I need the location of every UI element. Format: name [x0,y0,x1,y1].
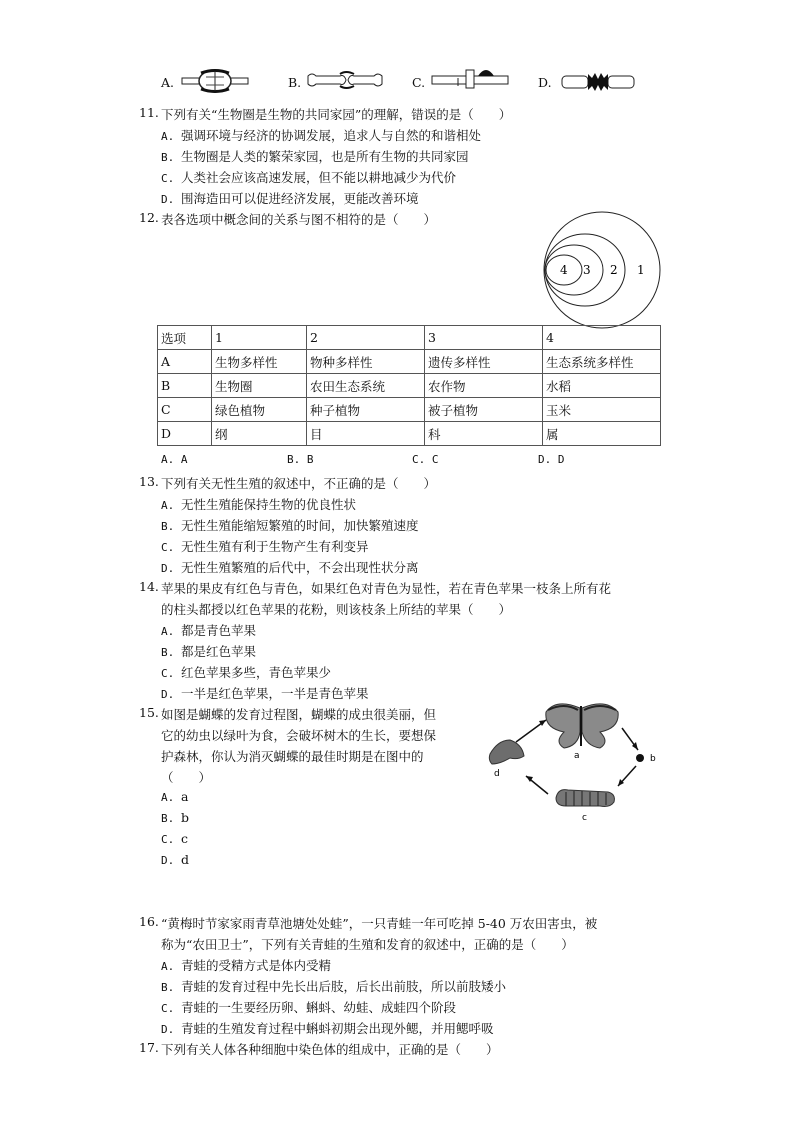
q11-option-c[interactable]: C. 人类社会应该高速发展，但不能以耕地减少为代价 [161,170,457,185]
table-cell: 生物多样性 [212,350,307,374]
q13-option-c[interactable]: C. 无性生殖有利于生物产生有利变异 [161,539,369,554]
table-cell: 玉米 [543,398,661,422]
table-row [158,422,661,446]
table-cell: 农作物 [425,374,543,398]
q16-stem-line-2: 称为“农田卫士”，下列有关青蛙的生殖和发育的叙述中，正确的是（ ） [161,937,574,952]
bone-joint-diagram-c-icon [430,66,510,92]
q14-stem-line-1: 苹果的果皮有红色与青色，如果红色对青色为显性，若在青色苹果一枝条上所有花 [161,581,612,596]
q12-answer-c[interactable]: C. C [412,453,439,466]
table-header-cell: 选项 [158,326,212,350]
q15-option-d[interactable]: D. d [161,852,190,867]
q15-stem-line-2: 它的幼虫以绿叶为食，会破坏树木的生长，要想保 [161,728,437,743]
table-cell: D [158,422,212,446]
table-cell: 绿色植物 [212,398,307,422]
table-cell: 生态系统多样性 [543,350,661,374]
q15-number: 15. [139,705,159,720]
caterpillar-icon [556,790,614,807]
q15-option-b[interactable]: B. b [161,810,190,825]
q14-option-c[interactable]: C. 红色苹果多些，青色苹果少 [161,665,332,680]
table-header-cell: 1 [212,326,307,350]
diagram-label-d: d [494,769,500,779]
q16-option-c[interactable]: C. 青蛙的一生要经历卵、蝌蚪、幼蛙、成蛙四个阶段 [161,1000,457,1015]
diagram-label-b: b [650,754,656,764]
q12-number: 12. [139,210,159,225]
q11-option-a[interactable]: A. 强调环境与经济的协调发展，追求人与自然的和谐相处 [161,128,482,143]
q11-number: 11. [139,105,159,120]
q15-stem-line-3: 护森林，你认为消灭蝴蝶的最佳时期是在图中的 [161,749,424,764]
q14-option-d[interactable]: D. 一半是红色苹果，一半是青色苹果 [161,686,369,701]
q16-option-a[interactable]: A. 青蛙的受精方式是体内受精 [161,958,332,973]
table-cell: 属 [543,422,661,446]
table-row [158,374,661,398]
q12-table [157,325,661,446]
table-cell: 纲 [212,422,307,446]
q14-option-a[interactable]: A. 都是青色苹果 [161,623,257,638]
q16-option-b[interactable]: B. 青蛙的发育过程中先长出后肢，后长出前肢，所以前肢矮小 [161,979,507,994]
table-row [158,398,661,422]
q14-stem-line-2: 的柱头都授以红色苹果的花粉，则该枝条上所结的苹果（ ） [161,602,512,617]
table-cell: C [158,398,212,422]
table-cell: 目 [307,422,425,446]
circle-label-2: 2 [610,263,618,277]
table-cell: 农田生态系统 [307,374,425,398]
table-cell: B [158,374,212,398]
circle-label-1: 1 [637,263,645,277]
q13-option-b[interactable]: B. 无性生殖能缩短繁殖的时间，加快繁殖速度 [161,518,419,533]
q12-answer-a[interactable]: A. A [161,453,188,466]
table-row [158,350,661,374]
q16-option-d[interactable]: D. 青蛙的生殖发育过程中蝌蚪初期会出现外鳃，并用鳃呼吸 [161,1021,494,1036]
q10-option-b-letter: B. [288,75,302,90]
q13-stem: 下列有关无性生殖的叙述中，不正确的是（ ） [161,476,437,491]
diagram-label-c: c [582,813,587,823]
q10-option-c-letter: C. [412,75,426,90]
nested-circles-diagram [540,211,664,331]
q12-stem: 表各选项中概念间的关系与图不相符的是（ ） [161,212,437,227]
q16-number: 16. [139,914,159,929]
q13-option-d[interactable]: D. 无性生殖繁殖的后代中，不会出现性状分离 [161,560,419,575]
q15-stem-line-4: （ ） [161,770,212,785]
table-cell: 水稻 [543,374,661,398]
q17-number: 17. [139,1040,159,1055]
q10-option-d-letter: D. [538,75,552,90]
table-cell: 种子植物 [307,398,425,422]
circle-label-3: 3 [583,263,591,277]
table-cell: 被子植物 [425,398,543,422]
q12-answer-b[interactable]: B. B [287,453,314,466]
q15-option-a[interactable]: A. a [161,789,189,804]
table-header-cell: 2 [307,326,425,350]
q11-option-d[interactable]: D. 围海造田可以促进经济发展，更能改善环境 [161,191,419,206]
q13-number: 13. [139,474,159,489]
bone-joint-diagram-b-icon [306,68,384,92]
q17-stem: 下列有关人体各种细胞中染色体的组成中，正确的是（ ） [161,1042,499,1057]
q14-number: 14. [139,579,159,594]
table-cell: 生物圈 [212,374,307,398]
pupa-icon [489,740,524,764]
butterfly-icon [546,704,618,748]
bone-joint-diagram-a-icon [180,68,250,94]
q12-answer-d[interactable]: D. D [538,453,565,466]
table-header-row [158,326,661,350]
table-header-cell: 4 [543,326,661,350]
q15-stem-line-1: 如图是蝴蝶的发育过程图，蝴蝶的成虫很美丽，但 [161,707,437,722]
q13-option-a[interactable]: A. 无性生殖能保持生物的优良性状 [161,497,357,512]
bone-joint-diagram-d-icon [560,70,636,94]
table-cell: A [158,350,212,374]
egg-icon [636,754,644,762]
butterfly-lifecycle-diagram [484,698,664,826]
circle-label-4: 4 [560,263,568,277]
q10-option-a-letter: A. [161,75,175,90]
table-cell: 科 [425,422,543,446]
table-cell: 物种多样性 [307,350,425,374]
q14-option-b[interactable]: B. 都是红色苹果 [161,644,257,659]
diagram-label-a: a [574,751,580,761]
q11-option-b[interactable]: B. 生物圈是人类的繁荣家园，也是所有生物的共同家园 [161,149,469,164]
q11-stem: 下列有关“生物圈是生物的共同家园”的理解，错误的是（ ） [161,107,512,122]
table-cell: 遗传多样性 [425,350,543,374]
q16-stem-line-1: “黄梅时节家家雨青草池塘处处蛙”，一只青蛙一年可吃掉 5-40 万农田害虫，被 [161,916,598,931]
q15-option-c[interactable]: C. c [161,831,189,846]
table-header-cell: 3 [425,326,543,350]
